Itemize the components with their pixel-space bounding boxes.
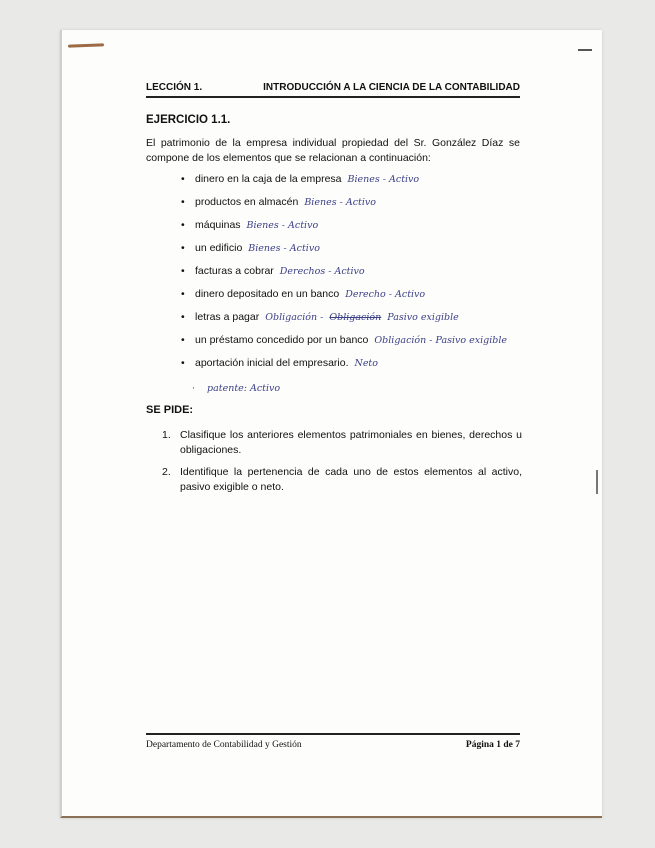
handwritten-note: Obligación -: [265, 312, 324, 323]
exercise-title: EJERCICIO 1.1.: [146, 114, 231, 126]
task-list: [162, 428, 522, 502]
pen-mark: [578, 49, 592, 51]
task-item: 1. Clasifique los anteriores elementos patrimoniales en bienes, derechos u obligaciones.: [162, 429, 522, 456]
footer-rule: [146, 733, 520, 735]
list-item: • dinero en la caja de la empresa Bienes - Activo: [181, 173, 420, 185]
asset-list: [181, 172, 508, 379]
list-item: • un edificio Bienes - Activo: [181, 242, 320, 254]
handwritten-note: Derechos - Activo: [279, 266, 365, 277]
list-item: • máquinas Bienes - Activo: [181, 219, 319, 231]
handwritten-note: Neto: [354, 358, 378, 369]
page-number: Página 1 de 7: [465, 740, 520, 750]
list-item: • dinero depositado en un banco Derecho - Activo: [181, 288, 426, 300]
list-item: • un préstamo concedido por un banco Obligación - Pasivo exigible: [181, 334, 508, 346]
list-item: • letras a pagar Obligación - Obligación Pasivo exigible: [181, 311, 459, 323]
intro-paragraph: El patrimonio de la empresa individual propiedad del Sr. González Díaz se compone de los elementos que se relacionan a continuación:: [146, 137, 520, 164]
handwritten-note: Obligación - Pasivo exigible: [374, 335, 508, 346]
list-item: • aportación inicial del empresario. Neto: [181, 357, 378, 369]
department-name: Departamento de Contabilidad y Gestión: [146, 740, 302, 750]
list-item: • facturas a cobrar Derechos - Activo: [181, 265, 365, 277]
pen-mark: [596, 470, 598, 494]
handwritten-note: Derecho - Activo: [345, 289, 426, 300]
handwritten-note: Bienes - Activo: [347, 174, 420, 185]
handwritten-note: Pasivo exigible: [387, 312, 459, 323]
handwritten-extra-item: · patente: Activo: [192, 383, 281, 394]
header-rule: [146, 96, 520, 98]
list-item: • productos en almacén Bienes - Activo: [181, 196, 376, 208]
handwritten-note: Bienes - Activo: [304, 197, 376, 208]
course-title: INTRODUCCIÓN A LA CIENCIA DE LA CONTABILIDAD: [263, 82, 520, 93]
struck-note: Obligación: [329, 312, 382, 323]
lesson-label: LECCIÓN 1.: [146, 82, 203, 93]
handwritten-note: Bienes - Activo: [248, 243, 320, 254]
task-item: 2. Identifique la pertenencia de cada uno de estos elementos al activo, pasivo exigible o neto.: [162, 466, 522, 493]
handwritten-note: Bienes - Activo: [246, 220, 319, 231]
section-heading: SE PIDE:: [146, 404, 194, 416]
